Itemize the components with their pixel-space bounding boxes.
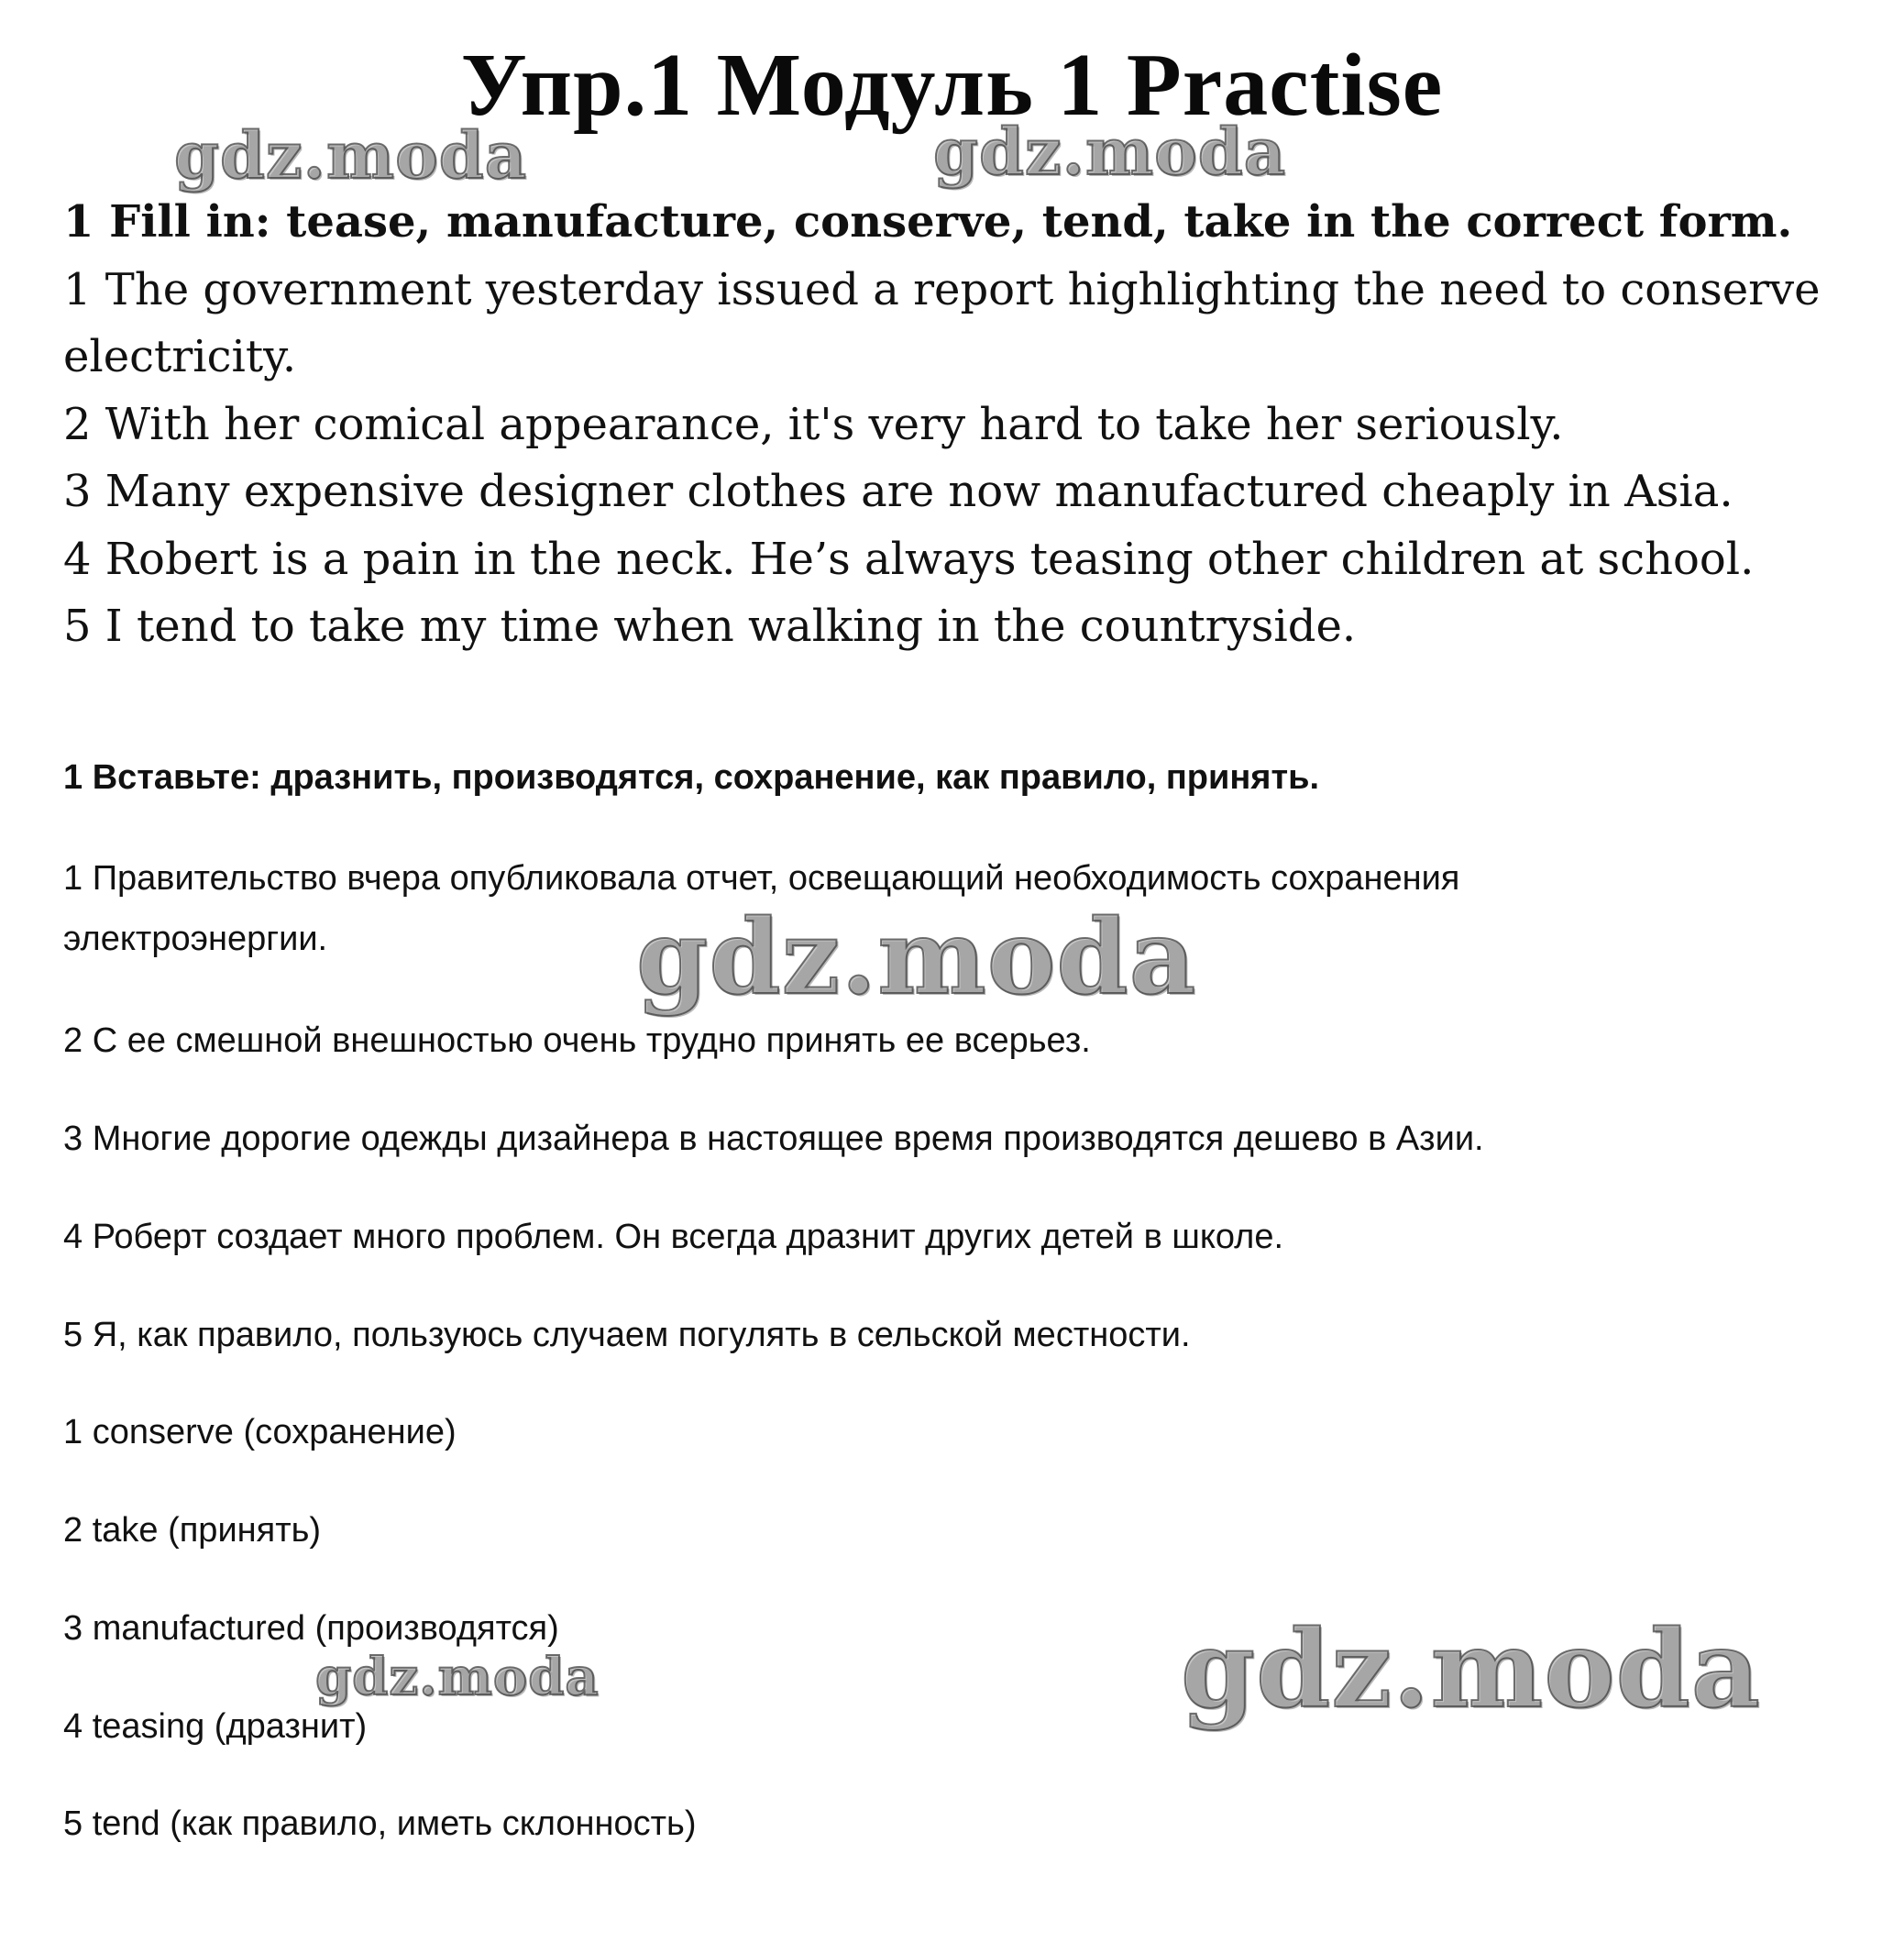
watermark-text: gdz.moda	[1181, 1607, 1761, 1732]
english-sentence-3: 3 Many expensive designer clothes are now manufactured cheaply in Asia.	[63, 466, 1733, 517]
english-sentence-4: 4 Robert is a pain in the neck. He’s always teasing other children at school.	[63, 533, 1755, 585]
russian-sentence-3: 3 Многие дорогие одежды дизайнера в настоящее время производятся дешево в Азии.	[63, 1120, 1484, 1158]
page-title: Упр.1 Модуль 1 Practise	[460, 36, 1444, 135]
answer-4: 4 teasing (дразнит)	[63, 1707, 368, 1746]
english-exercise	[63, 189, 1842, 661]
answer-5: 5 tend (как правило, иметь склонность)	[63, 1804, 697, 1843]
watermark-text: gdz.moda	[933, 114, 1287, 190]
english-task-heading: 1 Fill in: tease, manufacture, conserve, tend, take in the correct form.	[63, 196, 1793, 248]
answer-3: 3 manufactured (производятся)	[63, 1609, 559, 1648]
watermark-text: gdz.moda	[636, 898, 1197, 1018]
english-sentence-5: 5 I tend to take my time when walking in the countryside.	[63, 601, 1357, 652]
russian-sentence-1: 1 Правительство вчера опубликовала отчет, освещающий необходимость сохранения электроэнергии.	[63, 859, 1460, 958]
answer-2: 2 take (принять)	[63, 1511, 322, 1550]
watermark-text: gdz.moda	[174, 117, 528, 193]
english-sentence-1: 1 The government yesterday issued a report highlighting the need to conserve electricity.	[63, 263, 1821, 382]
russian-sentence-2: 2 С ее смешной внешностью очень трудно принять ее всерьез.	[63, 1021, 1091, 1060]
russian-sentence-5: 5 Я, как правило, пользуюсь случаем погулять в сельской местности.	[63, 1316, 1191, 1354]
watermark-text: gdz.moda	[315, 1647, 600, 1707]
russian-task-heading: 1 Вставьте: дразнить, производятся, сохранение, как правило, принять.	[63, 758, 1320, 797]
english-sentence-2: 2 With her comical appearance, it's very hard to take her seriously.	[63, 398, 1564, 450]
russian-sentence-4: 4 Роберт создает много проблем. Он всегда дразнит других детей в школе.	[63, 1218, 1284, 1256]
answer-1: 1 conserve (сохранение)	[63, 1413, 457, 1451]
